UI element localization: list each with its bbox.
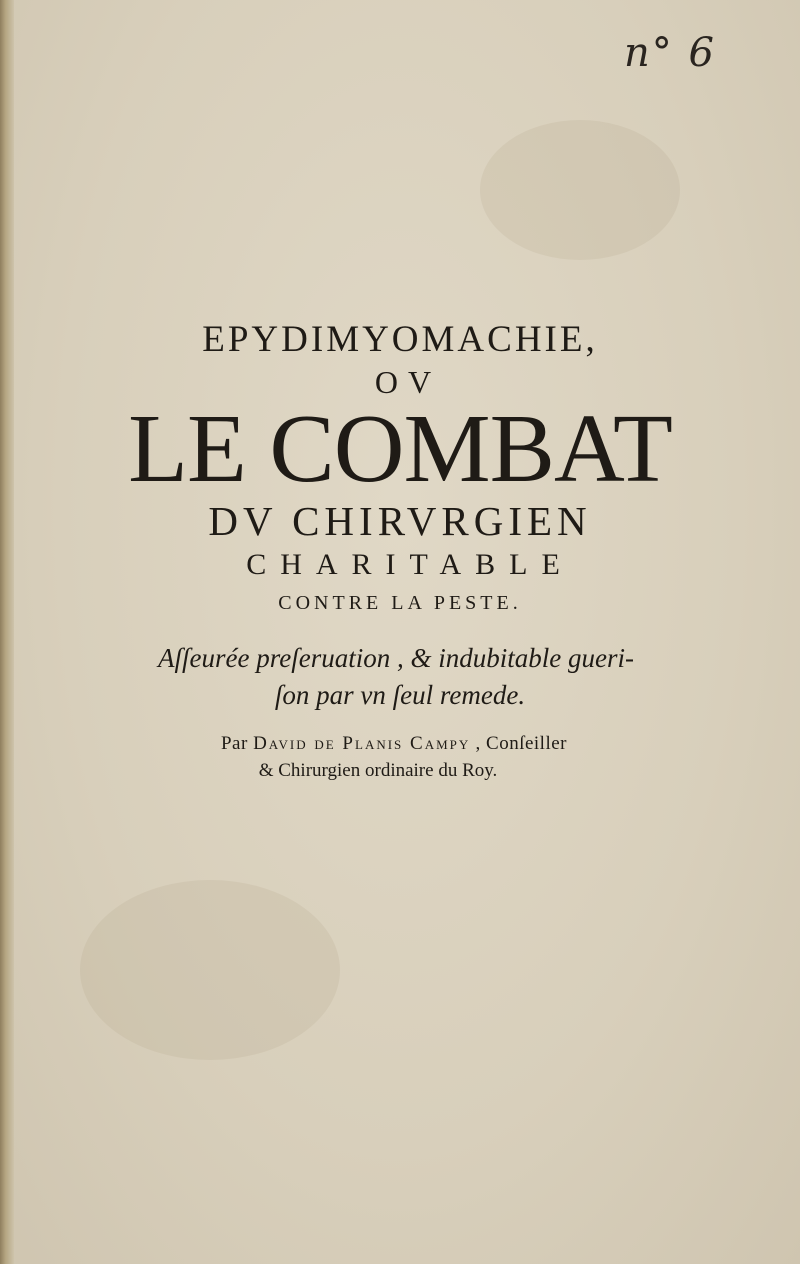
paper-stain [80,880,340,1060]
title-line-6: CONTRE LA PESTE. [278,592,522,614]
author-line-1 [0,733,794,755]
binding-edge [0,0,14,1264]
author-suffix: , Conſeiller [475,733,567,754]
title-line-2: OV [374,364,442,400]
author-line-2: & Chirurgien ordinaire du Roy. [258,760,498,781]
title-line-1: EPYDIMYOMACHIE, [202,319,598,360]
paper-stain [480,120,680,260]
subtitle-line-2: ſon par vn ſeul remede. [274,680,526,710]
author-prefix: Par [220,733,254,754]
title-line-4: DV CHIRVRGIEN [208,498,592,544]
handwritten-number: n° 6 [624,30,716,76]
subtitle-line-1: Aſſeurée preſeruation , & indubitable gueri- [158,643,634,673]
title-main: LE COMBAT [128,395,672,503]
author-name: David de Planis Campy [253,733,471,754]
title-line-5: CHARITABLE [246,548,574,581]
